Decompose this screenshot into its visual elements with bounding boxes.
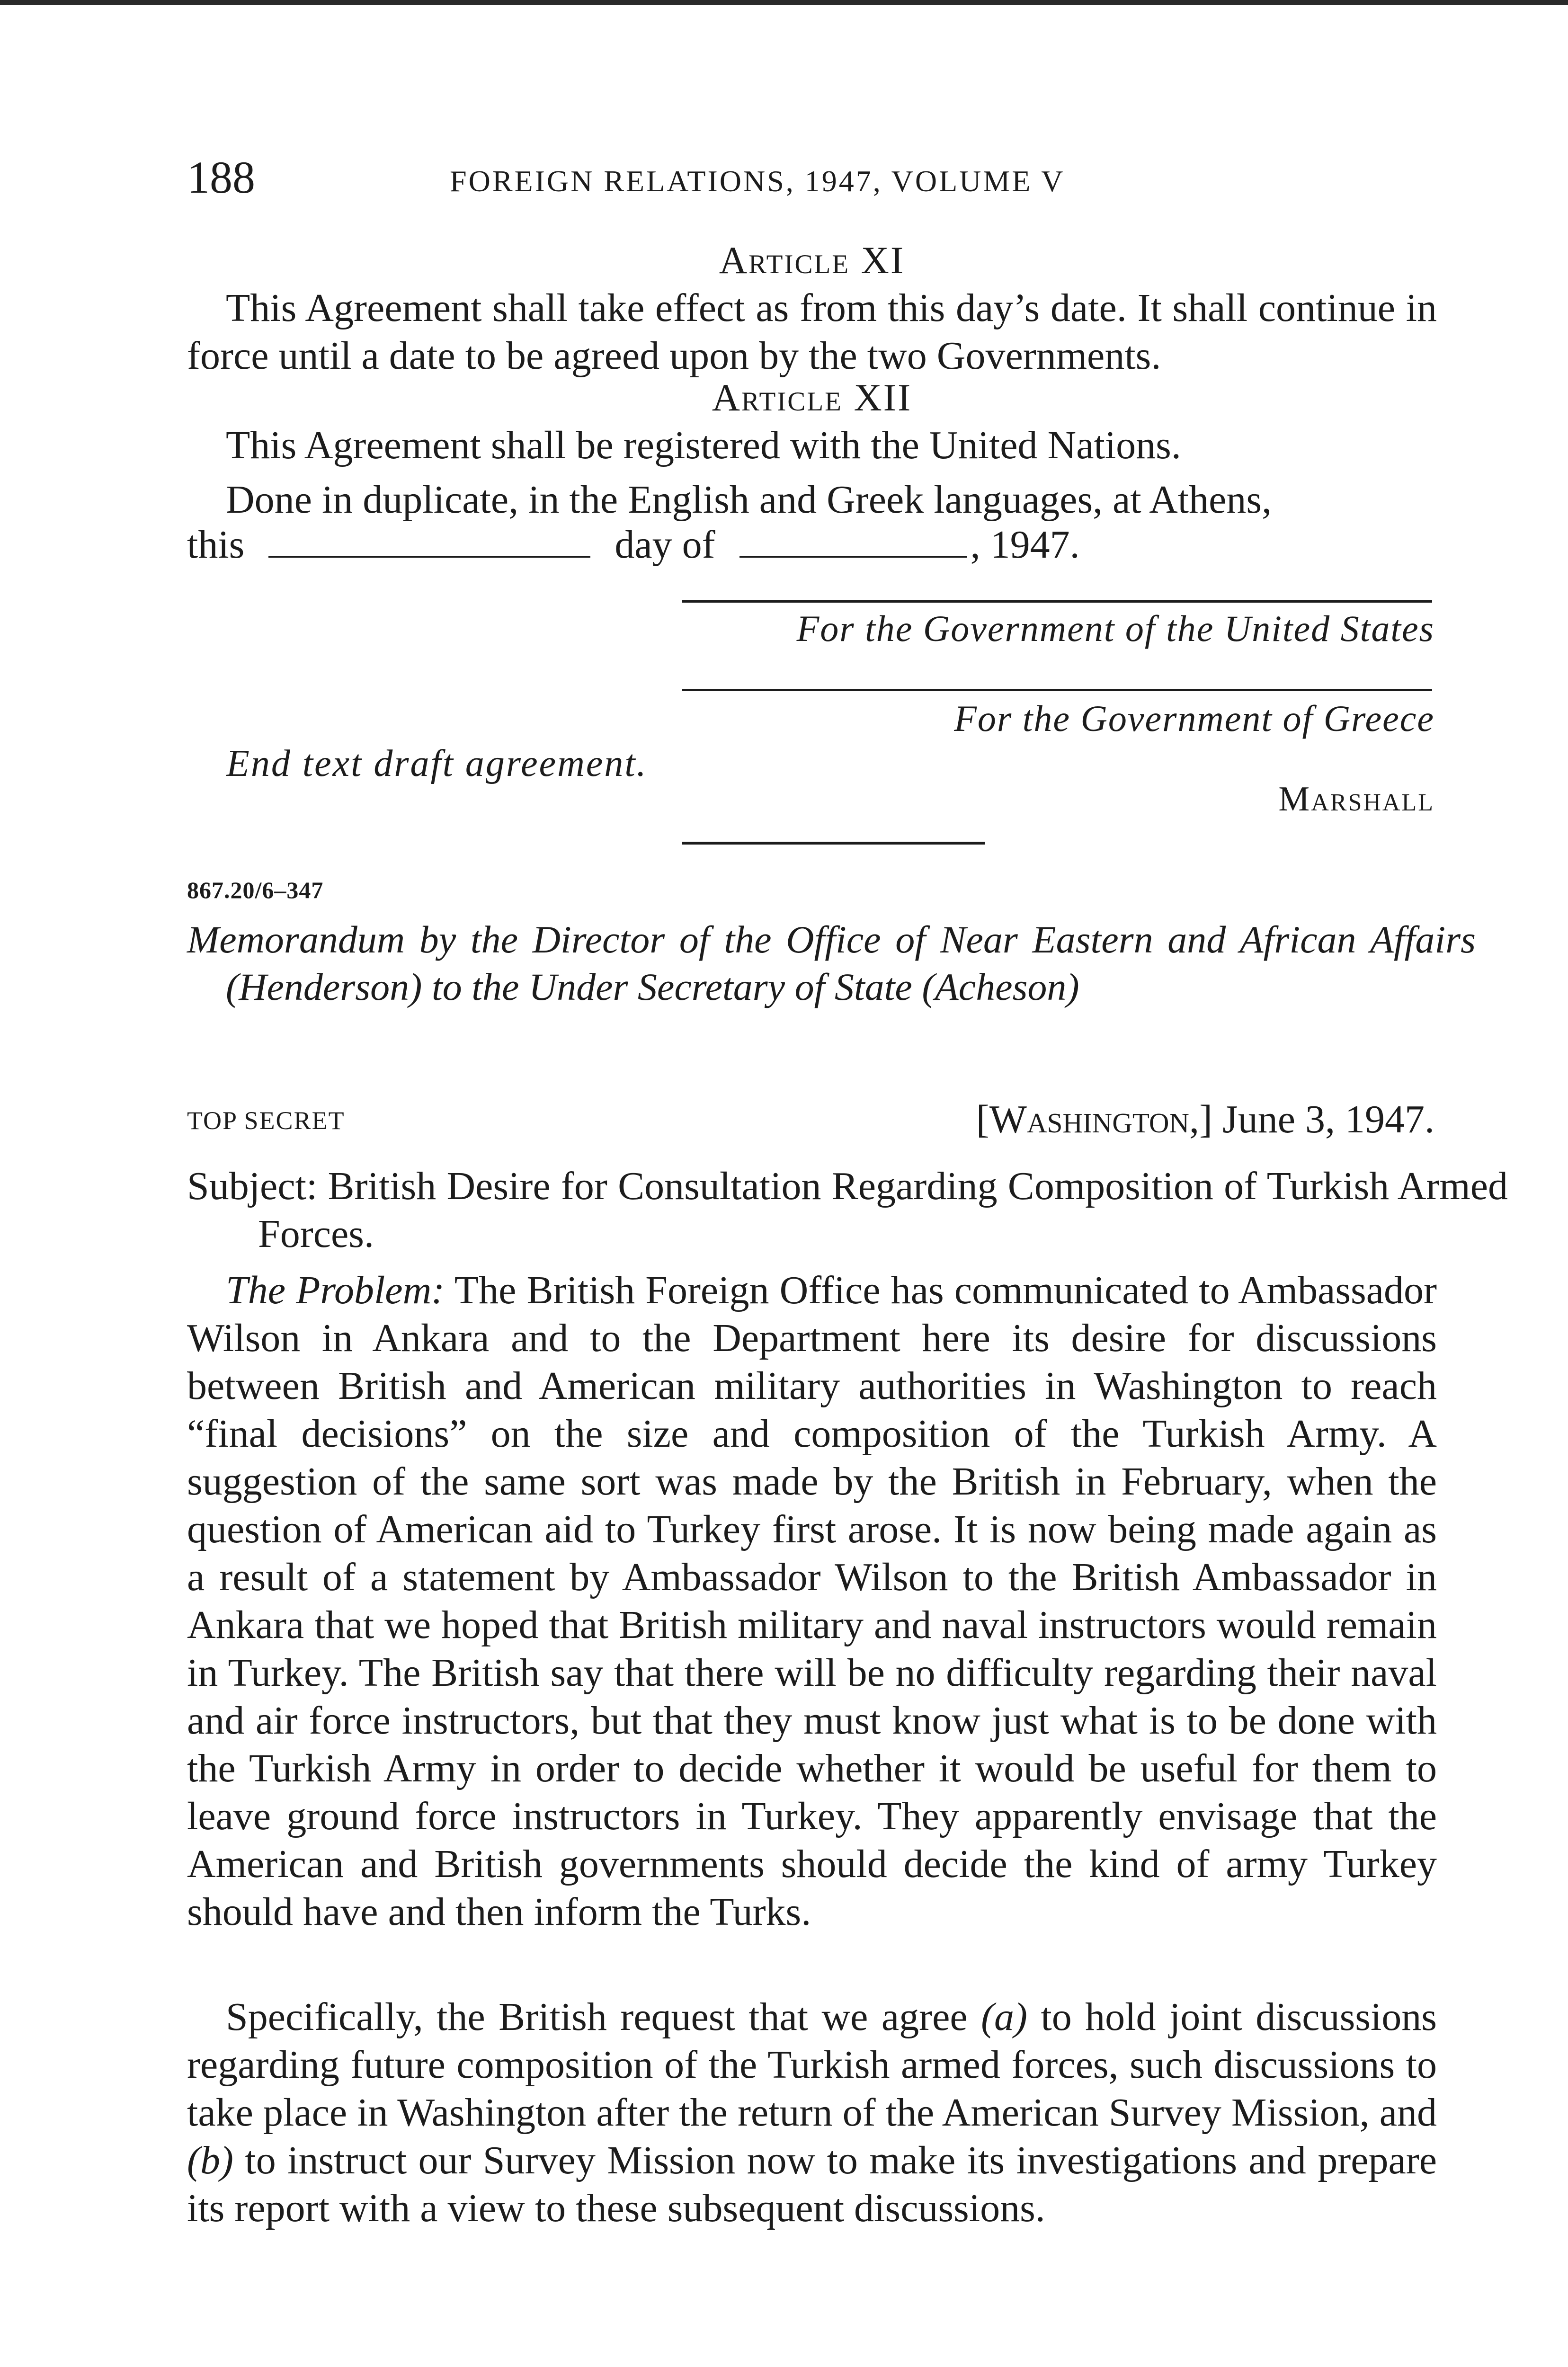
running-head xyxy=(187,151,1437,204)
done-in-duplicate-dateline xyxy=(187,521,1437,569)
this-label: this xyxy=(187,523,245,567)
scan-top-edge xyxy=(0,0,1568,5)
day-blank xyxy=(268,527,590,558)
subject-label: Subject: xyxy=(187,1164,318,1208)
signer-name: Marshall xyxy=(1278,780,1434,819)
article-11-heading: Article XI xyxy=(719,239,905,282)
article-12-heading: Article XII xyxy=(712,376,912,419)
file-number: 867.20/6–347 xyxy=(187,877,324,903)
problem-text: The British Foreign Office has communicated to Ambassador Wilson in Ankara and to the Department here its desire for discussions between British and American military authorities in Washington to reach “final decisions” on the size and composition of the Turkish Army. A suggestion of the same sort was made by the British in February, when the question of American aid to Turkey first arose. It is now being made again as a result of a statement by Ambassador Wilson to the British Ambassador in Ankara that we hoped that British military and naval instructors would remain in Turkey. The British say that there will be no difficulty regarding their naval and air force instructors, but that they must know just what is to be done with the Turkish Army in order to decide whether it would be useful for them to leave ground force instructors in Turkey. They apparently envisage that the American and British governments should decide the kind of army Turkey should have and then inform the Turks. xyxy=(187,1268,1437,1934)
month-blank xyxy=(739,527,967,558)
year-label: , 1947. xyxy=(970,523,1080,567)
specifically-part-2: to hold joint discussions regarding future composition of the Turkish armed forces, such discussions to take place in Washington after the return of the American Survey Mission, and xyxy=(187,1995,1437,2135)
article-11-text: This Agreement shall take effect as from this day’s date. It shall continue in force until a date to be agreed upon by the two Governments. xyxy=(187,286,1437,378)
classification-marking: TOP SECRET xyxy=(187,1106,345,1135)
done-in-duplicate-line: Done in duplicate, in the English and Greek languages, at Athens, xyxy=(226,478,1272,522)
problem-label: The Problem: xyxy=(226,1268,445,1312)
signature-rule-greece xyxy=(682,689,1432,691)
signature-greece: For the Government of Greece xyxy=(954,698,1434,739)
day-of-label: day of xyxy=(615,523,715,567)
specifically-part-3: to instruct our Survey Mission now to make its investigations and prepare its report with a view to these subsequent discussions. xyxy=(187,2138,1437,2230)
subject-text: British Desire for Consultation Regarding Composition of Turkish Armed Forces. xyxy=(258,1164,1508,1256)
dateline-date: June 3, 1947. xyxy=(1222,1097,1434,1141)
problem-paragraph xyxy=(187,1266,1437,1936)
section-divider xyxy=(682,842,985,845)
page-number: 188 xyxy=(187,152,255,203)
marker-a: (a) xyxy=(981,1995,1028,2039)
marker-b: (b) xyxy=(187,2138,233,2182)
end-text-note: End text draft agreement. xyxy=(226,743,648,784)
signature-rule-us xyxy=(682,600,1432,603)
subject-line xyxy=(187,1162,1508,1258)
memorandum-title: Memorandum by the Director of the Office of Near Eastern and African Affairs (Henderson) to the Under Secretary of State (Acheson) xyxy=(187,918,1476,1008)
article-12-text: This Agreement shall be registered with the United Nations. xyxy=(226,423,1181,467)
dateline-place: [Washington,] xyxy=(976,1097,1213,1141)
signature-united-states: For the Government of the United States xyxy=(796,608,1434,649)
specifically-paragraph xyxy=(187,1993,1437,2232)
running-title: FOREIGN RELATIONS, 1947, VOLUME V xyxy=(450,164,1065,198)
dateline xyxy=(757,1096,1434,1143)
specifically-part-1: Specifically, the British request that we agree xyxy=(226,1995,968,2039)
